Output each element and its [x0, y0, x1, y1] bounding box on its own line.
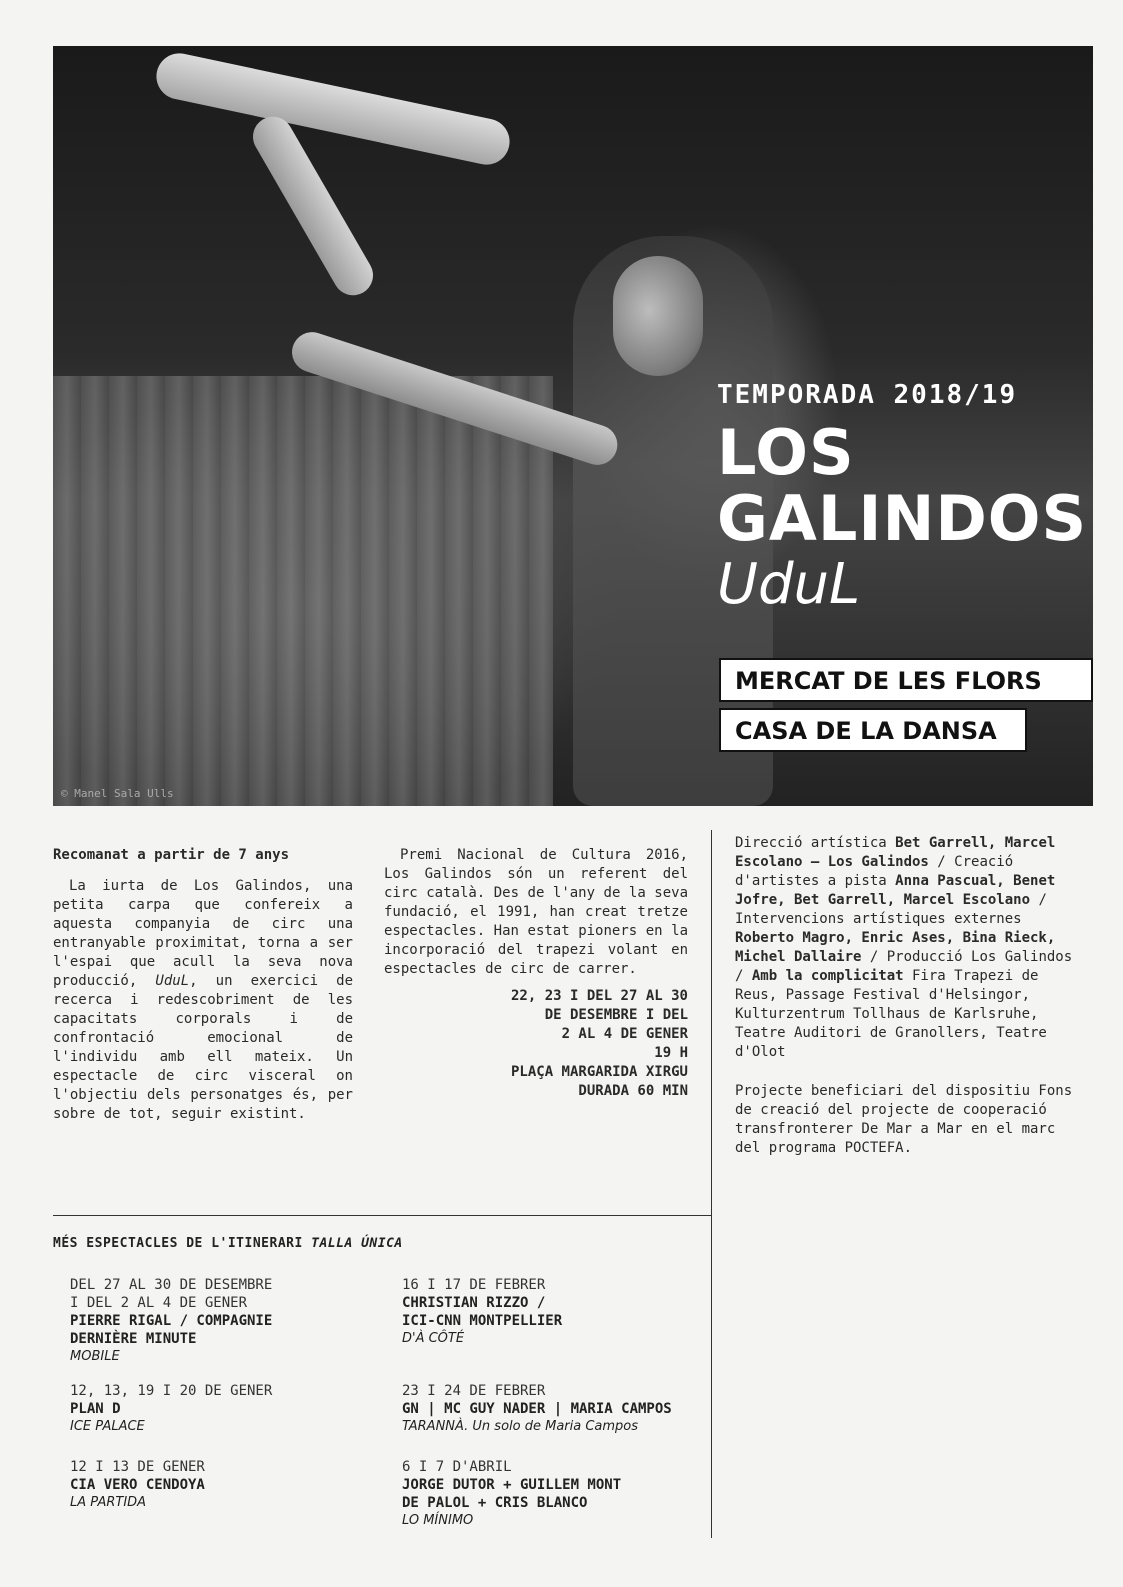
performer-head [613, 256, 703, 376]
season-label: TEMPORADA 2018/19 [717, 380, 1018, 410]
show-company: ICI-CNN MONTPELLIER [402, 1313, 563, 1329]
show-item [402, 1458, 722, 1530]
show-company: CIA VERO CENDOYA [70, 1477, 205, 1493]
show-company: DERNIÈRE MINUTE [70, 1331, 197, 1347]
schedule-block [384, 987, 688, 1101]
show-item [70, 1382, 390, 1436]
show-item [402, 1276, 722, 1348]
show-date: 23 I 24 DE FEBRER [402, 1383, 546, 1399]
show-title-line1: LOS [717, 416, 855, 489]
credit-names: Amb la complicitat [751, 968, 904, 984]
credit-label: / Producció [861, 949, 972, 965]
show-date: 12, 13, 19 I 20 DE GENER [70, 1383, 273, 1399]
show-work: LA PARTIDA [70, 1495, 147, 1510]
description-paragraph [53, 877, 353, 1124]
credits-paragraph [735, 834, 1075, 1062]
description-column [53, 846, 353, 1124]
show-work: TARANNÀ. Un solo de Maria Campos [402, 1419, 639, 1434]
dates-line3: 2 AL 4 DE GENER [561, 1026, 688, 1042]
credits-column [735, 834, 1075, 1178]
credit-value: Los Galindos [971, 949, 1073, 965]
funding-paragraph: Projecte beneficiari del dispositiu Fons de creació del projecte de cooperació transfronterer De Mar a Mar en el marc del programa POCTEFA. [735, 1083, 1073, 1156]
show-item [70, 1276, 390, 1366]
show-time: 19 H [654, 1045, 688, 1061]
credit-names: Bet Garrell, Marcel Escolano – Los Galindos [735, 835, 1056, 870]
show-work: LO MÍNIMO [402, 1513, 474, 1528]
dates-line1: 22, 23 I DEL 27 AL 30 [510, 988, 688, 1004]
company-column [384, 846, 688, 1101]
show-title-line2: GALINDOS [717, 482, 1088, 555]
show-date: 16 I 17 DE FEBRER [402, 1277, 546, 1293]
more-shows-heading-text: MÉS ESPECTACLES DE L'ITINERARI [53, 1236, 312, 1251]
show-date: I DEL 2 AL 4 DE GENER [70, 1295, 248, 1311]
show-work: MOBILE [70, 1349, 120, 1364]
credit-names: Roberto Magro, Enric Ases, Bina Rieck, Michel Dallaire [735, 930, 1056, 965]
description-title: UduL [155, 973, 190, 989]
show-item [402, 1382, 722, 1436]
photo-credit: © Manel Sala Ulls [61, 787, 174, 800]
show-company: GN | MC GUY NADER | MARIA CAMPOS [402, 1401, 672, 1417]
credit-label: / Creació d'artistes a pista [735, 854, 1014, 889]
flying-performer-legs [152, 49, 514, 169]
show-item [70, 1458, 390, 1512]
show-company: DE PALOL + CRIS BLANCO [402, 1495, 588, 1511]
credit-label: Direcció artística [735, 835, 896, 851]
more-shows-heading [53, 1236, 403, 1251]
show-subtitle: UduL [717, 552, 861, 617]
show-date: 6 I 7 D'ABRIL [402, 1459, 512, 1475]
show-company: PLAN D [70, 1401, 121, 1417]
show-work: ICE PALACE [70, 1419, 145, 1434]
show-place: PLAÇA MARGARIDA XIRGU [510, 1064, 688, 1080]
show-company: PIERRE RIGAL / COMPAGNIE [70, 1313, 273, 1329]
show-company: JORGE DUTOR + GUILLEM MONT [402, 1477, 622, 1493]
show-company: CHRISTIAN RIZZO / [402, 1295, 546, 1311]
more-shows-heading-itinerary: TALLA ÚNICA [311, 1236, 403, 1251]
company-paragraph: Premi Nacional de Cultura 2016, Los Galindos són un referent del circ català. Des de l'any de la seva fundació, el 1991, han creat tretze espectacles. Han estat pioners en la incorporació del trapezi volant en espectacles de circ de carrer. [384, 847, 688, 977]
description-text-end: , un exercici de recerca i redescobriment de les capacitats corporals i de confrontació emocional de l'individu amb ell mateix. Un espectacle de circ visceral on l'objectiu dels personatges és, per sobre de tot, seguir existint. [53, 973, 354, 1122]
venue-label-2: CASA DE LA DANSA [719, 708, 1027, 752]
venue-label-1: MERCAT DE LES FLORS [719, 658, 1093, 702]
show-duration: DURADA 60 MIN [578, 1083, 688, 1099]
description-text: La iurta de Los Galindos, una petita carpa que confereix a aquesta companyia de circ una entranyable proximitat, torna a ser l'espai que acull la seva nova producció, [53, 878, 353, 989]
age-recommendation: Recomanat a partir de 7 anys [53, 847, 290, 863]
dates-line2: DE DESEMBRE I DEL [544, 1007, 688, 1023]
credit-label: / Intervencions artístiques externes [735, 892, 1047, 927]
show-work: D'À CÔTÉ [402, 1331, 465, 1346]
show-date: DEL 27 AL 30 DE DESEMBRE [70, 1277, 273, 1293]
credit-value: Fira Trapezi de Reus, Passage Festival d'Helsingor, Kulturzentrum Tollhaus de Karlsruhe, Teatre Auditori de Granollers, Teatre d'Olot [735, 968, 1047, 1060]
credit-names: Anna Pascual, Benet Jofre, Bet Garrell, Marcel Escolano [735, 873, 1056, 908]
curtain-background [53, 376, 553, 806]
show-date: 12 I 13 DE GENER [70, 1459, 205, 1475]
show-title [717, 416, 1088, 555]
credit-label: / [735, 968, 752, 984]
hero-photo [53, 46, 1093, 806]
horizontal-divider [53, 1215, 711, 1216]
